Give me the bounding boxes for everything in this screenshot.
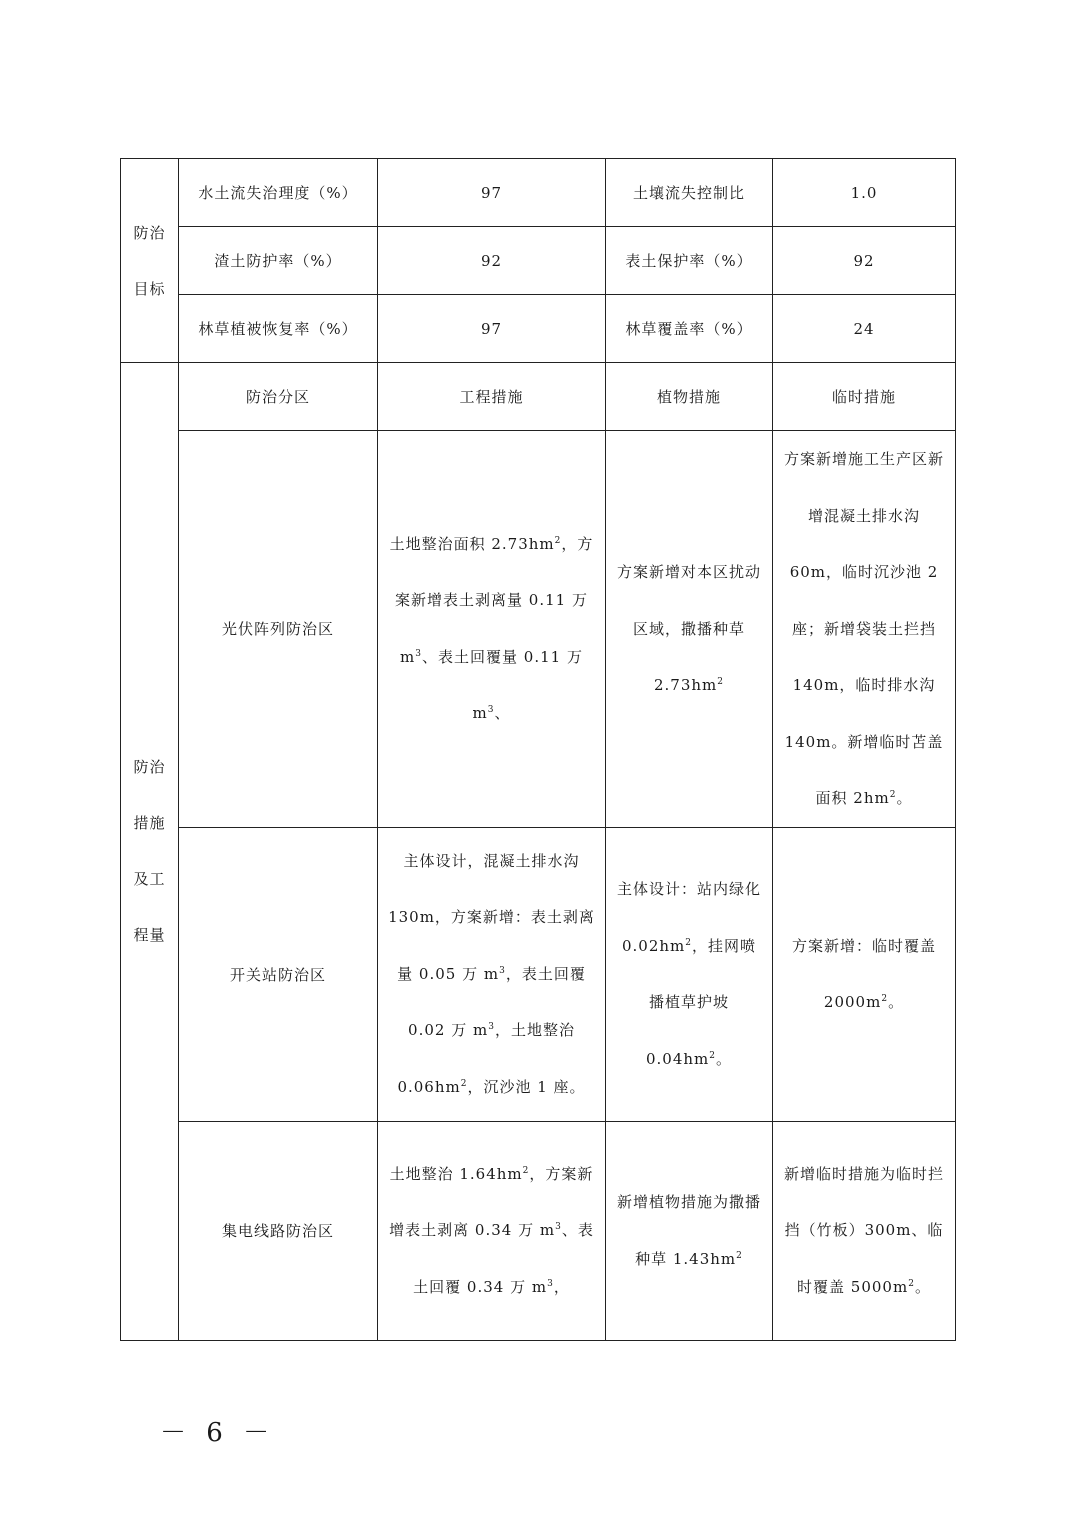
target-row — [121, 159, 956, 227]
measure-row — [121, 1121, 956, 1340]
target-row — [121, 227, 956, 295]
label-line: 防治 — [133, 758, 166, 777]
column-header: 植物措施 — [606, 363, 773, 431]
engineering-cell: 土地整治面积 $2.73hm^2$，方案新增表土剥离量 0.11 万 $m^3$、表土回覆量 0.11 万 $m^3$、 — [378, 431, 606, 828]
temporary-cell: 新增临时措施为临时拦挡（竹板）300m、临时覆盖 $5000m^2$。 — [773, 1121, 956, 1340]
engineering-cell: 主体设计，混凝土排水沟 130m，方案新增：表土剥离量 0.05 万 $m^3$，表土回覆 0.02 万 $m^3$，土地整治 $0.06hm^2$，沉沙池 1 座。 — [378, 827, 606, 1121]
target-value: 1.0 — [773, 159, 956, 227]
measure-row — [121, 827, 956, 1121]
document-table — [120, 158, 956, 1341]
label-line: 程量 — [133, 926, 166, 945]
measure-row — [121, 431, 956, 828]
measures-section-label — [121, 363, 179, 1341]
target-row — [121, 295, 956, 363]
target-name: 水土流失治理度（%） — [179, 159, 378, 227]
target-name: 林草植被恢复率（%） — [179, 295, 378, 363]
plant-cell: 主体设计：站内绿化 $0.02hm^2$，挂网喷播植草护坡 $0.04hm^2$。 — [606, 827, 773, 1121]
label-line: 措施 — [133, 814, 166, 833]
engineering-cell: 土地整治 $1.64hm^2$，方案新增表土剥离 0.34 万 $m^3$、表土回覆 0.34 万 $m^3$， — [378, 1121, 606, 1340]
plant-cell: 方案新增对本区扰动区域，撒播种草 $2.73hm^2$ — [606, 431, 773, 828]
target-value: 92 — [378, 227, 606, 295]
label-line: 目标 — [133, 279, 166, 298]
measures-header-row — [121, 363, 956, 431]
column-header: 防治分区 — [179, 363, 378, 431]
label-line: 防治 — [133, 223, 166, 242]
column-header: 临时措施 — [773, 363, 956, 431]
target-value: 97 — [378, 295, 606, 363]
column-header: 工程措施 — [378, 363, 606, 431]
target-value: 92 — [773, 227, 956, 295]
target-name: 土壤流失控制比 — [606, 159, 773, 227]
target-name: 林草覆盖率（%） — [606, 295, 773, 363]
page-number: － 6 － — [160, 1418, 276, 1448]
zone-name: 光伏阵列防治区 — [179, 431, 378, 828]
target-name: 表土保护率（%） — [606, 227, 773, 295]
target-value: 97 — [378, 159, 606, 227]
zone-name: 开关站防治区 — [179, 827, 378, 1121]
target-name: 渣土防护率（%） — [179, 227, 378, 295]
targets-section-label — [121, 159, 179, 363]
zone-name: 集电线路防治区 — [179, 1121, 378, 1340]
label-line: 及工 — [133, 870, 166, 889]
plant-cell: 新增植物措施为撒播种草 $1.43hm^2$ — [606, 1121, 773, 1340]
temporary-cell: 方案新增施工生产区新增混凝土排水沟 60m，临时沉沙池 2 座；新增袋装土拦挡 140m，临时排水沟 140m。新增临时苫盖面积 $2hm^2$。 — [773, 431, 956, 828]
temporary-cell: 方案新增：临时覆盖 $2000m^2$。 — [773, 827, 956, 1121]
target-value: 24 — [773, 295, 956, 363]
